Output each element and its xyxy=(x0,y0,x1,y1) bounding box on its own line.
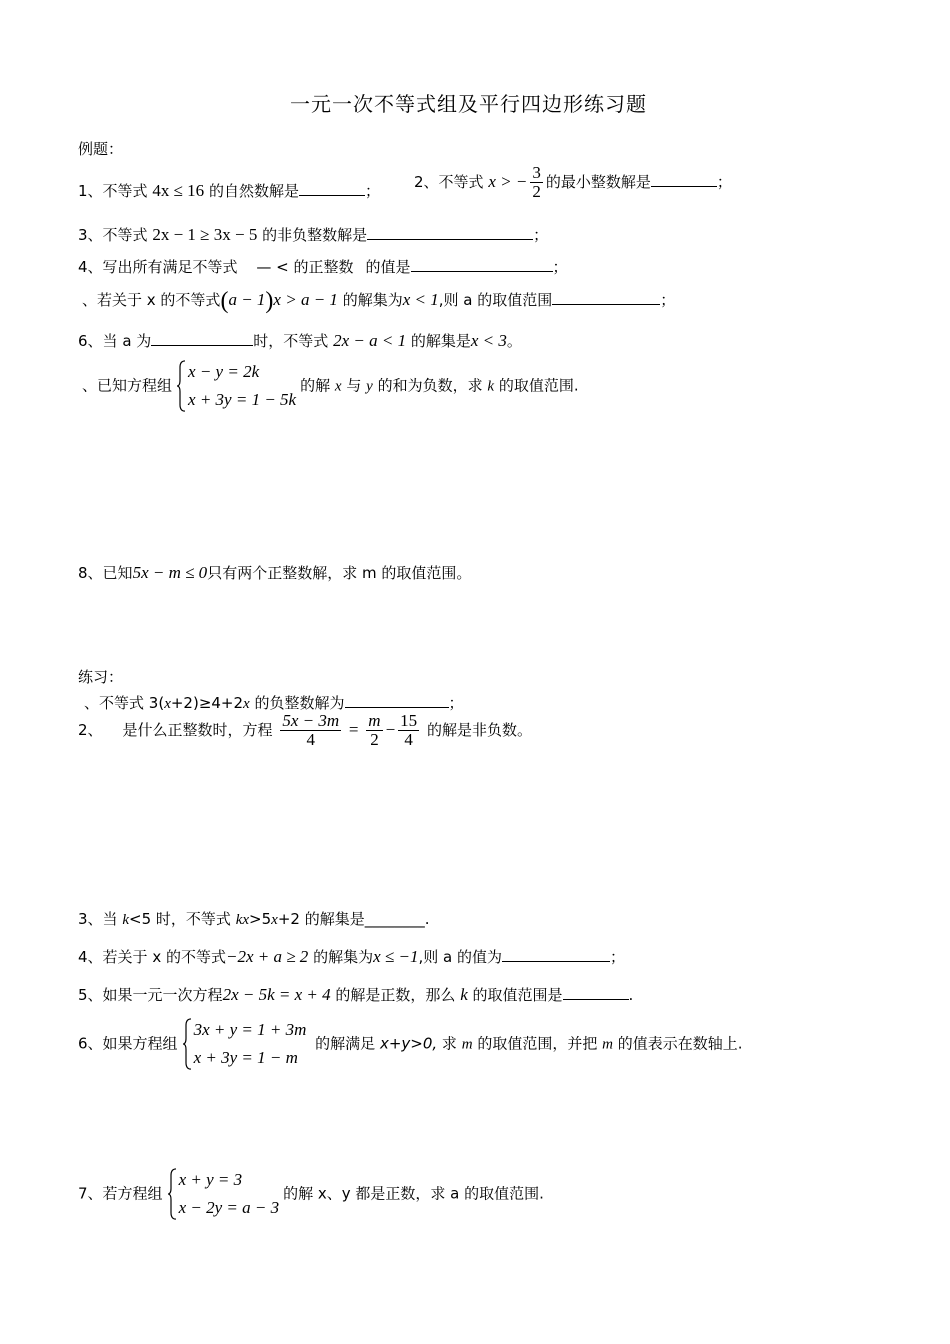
page-title: 一元一次不等式组及平行四边形练习题 xyxy=(290,92,647,116)
left-brace-icon xyxy=(182,1018,192,1070)
answer-blank[interactable] xyxy=(299,181,365,196)
equation-system: x − y = 2k x + 3y = 1 − 5k xyxy=(176,358,296,414)
left-brace-icon xyxy=(167,1168,177,1220)
example-7: 、已知方程组 x − y = 2k x + 3y = 1 − 5k 的解 x 与 y 的和为负数，求 k 的取值范围. xyxy=(82,358,579,414)
practice-heading: 练习： xyxy=(78,668,124,686)
left-brace-icon xyxy=(176,360,186,412)
answer-blank[interactable] xyxy=(563,985,629,1000)
answer-blank[interactable] xyxy=(151,331,253,346)
answer-blank[interactable] xyxy=(502,947,610,962)
example-5: 、若关于 x 的不等式(a − 1)x > a − 1 的解集为x < 1,则 a 的取值范围 ； xyxy=(82,288,676,314)
practice-5: 5、如果一元一次方程2x − 5k = x + 4 的解是正数，那么 k 的取值范围是 . xyxy=(78,985,634,1004)
example-6: 6、当 a 为 时，不等式 2x − a < 1 的解集是x < 3。 xyxy=(78,331,522,350)
practice-1: 、不等式 3(x+2)≥4+2x 的负整数解为 ； xyxy=(84,694,464,712)
fraction: $\frac{15}{4}$ xyxy=(400,711,418,749)
fraction: $\frac{5x - 3m}{4}$ xyxy=(282,711,340,749)
practice-2: 2、 是什么正整数时，方程 $\frac{5x - 3m}{4}$ = $\frac{m}{2}$ − $\frac{15}{4}$ 的解是非负数。 xyxy=(78,711,532,749)
math-expr: 2x − 1 ≥ 3x − 5 xyxy=(152,225,258,244)
fraction: $\frac{m}{2}$ xyxy=(368,711,381,749)
example-3: 3、不等式 2x − 1 ≥ 3x − 5 的非负整数解是 ； xyxy=(78,225,549,244)
answer-blank[interactable]: ________ xyxy=(364,910,425,928)
fraction: $\frac{3}{2}$ xyxy=(532,163,541,201)
examples-heading: 例题： xyxy=(78,140,124,158)
example-4: 4、写出所有满足不等式 — < 的正整数 的值是 ； xyxy=(78,258,568,276)
practice-6: 6、如果方程组 3x + y = 1 + 3m x + 3y = 1 − m 的解满足 x+y>0, 求 m 的取值范围，并把 m 的值表示在数轴上. xyxy=(78,1016,743,1072)
answer-blank[interactable] xyxy=(345,693,449,708)
practice-7: 7、若方程组 x + y = 3 x − 2y = a − 3 的解 x、y 都是正数，求 a 的取值范围. xyxy=(78,1166,544,1222)
example-8: 8、已知5x − m ≤ 0只有两个正整数解，求 m 的取值范围。 xyxy=(78,563,472,582)
equation-system: x + y = 3 x − 2y = a − 3 xyxy=(167,1166,280,1222)
equation-system: 3x + y = 1 + 3m x + 3y = 1 − m xyxy=(182,1016,307,1072)
answer-blank[interactable] xyxy=(552,290,660,305)
example-1: 1、不等式 4x ≤ 16 的自然数解是 ； xyxy=(78,181,380,200)
practice-4: 4、若关于 x 的不等式−2x + a ≥ 2 的解集为x ≤ −1,则 a 的值为 ； xyxy=(78,947,625,966)
answer-blank[interactable] xyxy=(651,172,717,187)
math-expr: 4x ≤ 16 xyxy=(152,181,205,200)
example-2: 2、不等式 x > − $\frac{3}{2}$ 的最小整数解是 ； xyxy=(414,163,732,201)
answer-blank[interactable] xyxy=(367,225,533,240)
practice-3: 3、当 k<5 时，不等式 kx>5x+2 的解集是________. xyxy=(78,910,430,928)
answer-blank[interactable] xyxy=(411,257,553,272)
